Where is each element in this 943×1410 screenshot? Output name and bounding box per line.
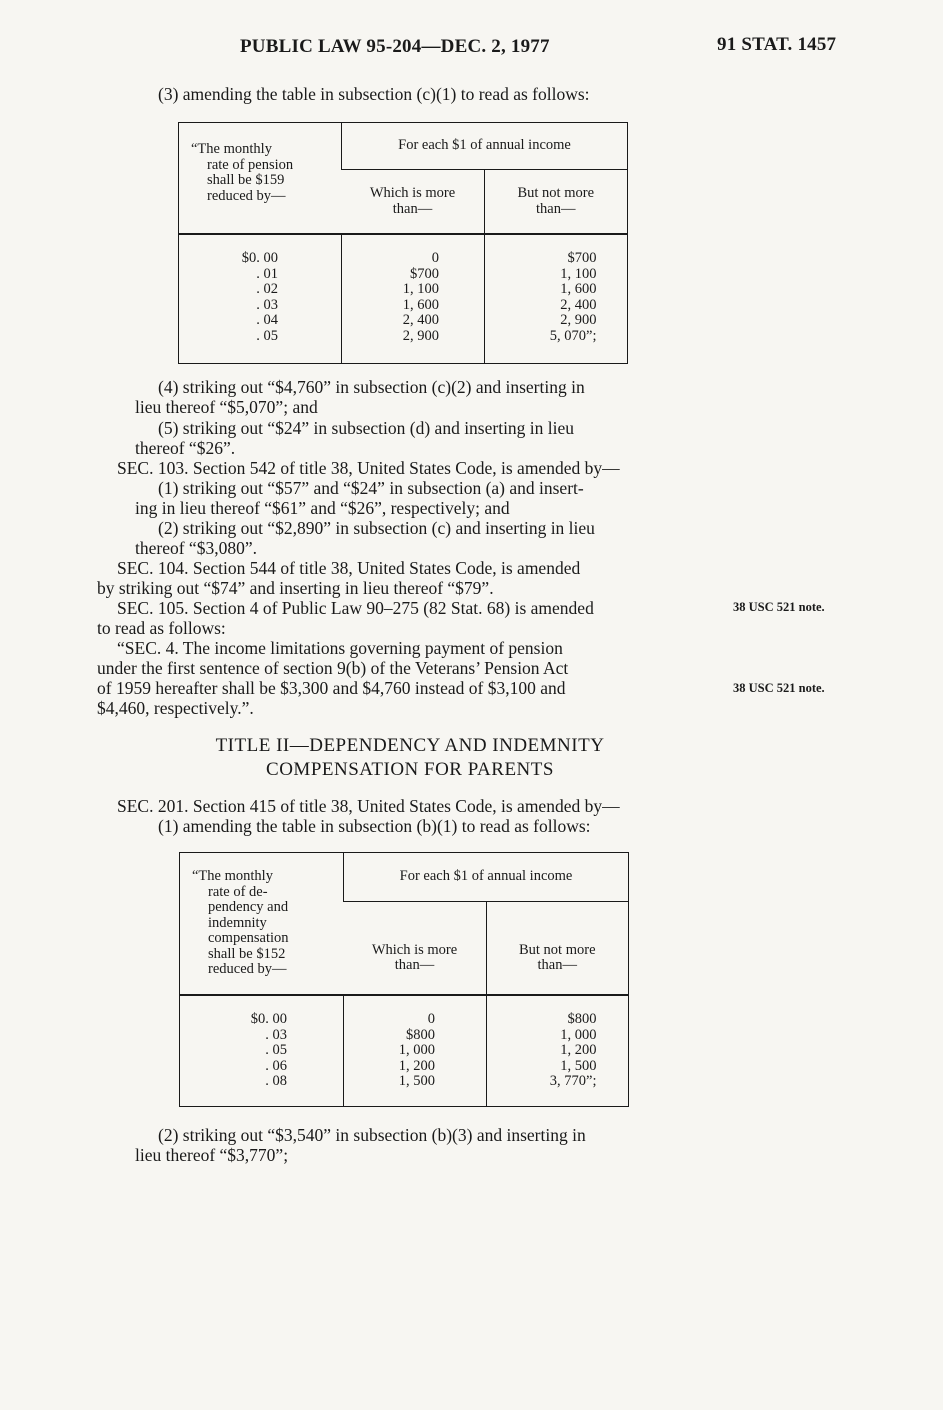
para-line: lieu thereof “$5,070”; and	[135, 397, 318, 417]
col-header-line: than—	[536, 200, 576, 217]
para-line: lieu thereof “$3,770”;	[135, 1145, 289, 1165]
reduction-column	[179, 234, 342, 364]
rate-header-cell	[180, 853, 344, 996]
reduction-value: . 03	[256, 296, 278, 313]
para-line: $4,460, respectively.”.	[97, 698, 254, 718]
reduction-value: . 05	[256, 327, 278, 344]
margin-note: 38 USC 521 note.	[733, 681, 825, 695]
more-than-value: 1, 000	[398, 1042, 435, 1058]
not-more-than-value: 3, 770”;	[549, 1073, 597, 1089]
para-line: to read as follows:	[97, 618, 226, 638]
not-more-than-column	[486, 995, 629, 1107]
more-than-value: 0	[431, 250, 439, 266]
more-than-value: 1, 600	[402, 296, 439, 313]
para-line: under the first sentence of section 9(b) of the Veterans’ Pension Act	[97, 658, 569, 678]
col-notmore-header	[486, 902, 629, 996]
reduction-value: $0. 00	[250, 1011, 287, 1027]
not-more-than-value: 1, 000	[560, 1026, 597, 1043]
col-header-line: than—	[392, 200, 433, 217]
not-more-than-value: 5, 070”;	[549, 327, 597, 344]
para-line: thereof “$26”.	[135, 438, 236, 458]
col-header-line: But not more	[518, 941, 596, 958]
more-than-value: 2, 400	[402, 312, 439, 328]
header-line: shall be $152	[208, 945, 286, 962]
more-than-value: 1, 200	[398, 1057, 435, 1074]
reduction-value: . 04	[256, 312, 278, 328]
reduction-value: . 06	[265, 1057, 287, 1074]
not-more-than-value: 1, 600	[560, 281, 597, 297]
not-more-than-value: 1, 100	[560, 265, 597, 282]
reduction-column	[180, 995, 344, 1107]
dic-rate-table	[179, 852, 629, 1107]
more-than-value: $800	[406, 1026, 435, 1043]
not-more-than-value: 2, 400	[560, 296, 597, 313]
para-line: of 1959 hereafter shall be $3,300 and $4,760 instead of $3,100 and	[97, 678, 566, 698]
para-line: by striking out “$74” and inserting in lieu thereof “$79”.	[97, 578, 494, 598]
more-than-value: 1, 100	[402, 281, 439, 297]
margin-note: 38 USC 521 note.	[733, 600, 825, 614]
group-header: For each $1 of annual income	[399, 868, 573, 885]
para-line: “SEC. 4. The income limitations governing payment of pension	[117, 638, 563, 658]
para-line: (1) striking out “$57” and “$24” in subsection (a) and insert-	[158, 478, 584, 498]
para-line: (4) striking out “$4,760” in subsection (c)(2) and inserting in	[158, 377, 585, 397]
header-line: rate of pension	[207, 156, 294, 173]
header-line: reduced by—	[207, 187, 286, 204]
para-line: (1) amending the table in subsection (b)(1) to read as follows:	[158, 816, 591, 836]
col-header-line: But not more	[517, 185, 595, 202]
not-more-than-value: $800	[567, 1011, 597, 1027]
para-line: (5) striking out “$24” in subsection (d) and inserting in lieu	[158, 418, 575, 438]
col-more-header	[344, 902, 487, 996]
header-line: “The monthly	[192, 868, 273, 884]
header-line: indemnity	[208, 914, 267, 931]
header-line: “The monthly	[191, 141, 272, 157]
not-more-than-column	[484, 234, 628, 364]
not-more-than-value: $700	[567, 250, 597, 266]
rate-header-cell	[179, 123, 342, 235]
para-line: (2) striking out “$2,890” in subsection (c) and inserting in lieu	[158, 518, 595, 538]
col-header-line: than—	[537, 957, 577, 973]
col-header-line: than—	[394, 957, 435, 973]
para-line: SEC. 105. Section 4 of Public Law 90–275 (82 Stat. 68) is amended	[117, 598, 594, 618]
not-more-than-value: 2, 900	[560, 312, 597, 328]
amendment-intro: (3) amending the table in subsection (c)(1) to read as follows:	[158, 84, 590, 104]
more-than-value: $700	[410, 265, 439, 282]
reduction-value: $0. 00	[241, 250, 278, 266]
para-line: thereof “$3,080”.	[135, 538, 257, 558]
header-line: pendency and	[208, 899, 289, 915]
col-notmore-header	[484, 170, 628, 234]
reduction-value: . 05	[265, 1042, 287, 1058]
group-header-cell	[342, 123, 628, 170]
not-more-than-value: 1, 200	[560, 1042, 597, 1058]
reduction-value: . 01	[256, 265, 278, 282]
para-line: SEC. 104. Section 544 of title 38, United States Code, is amended	[117, 558, 581, 578]
reduction-value: . 02	[256, 281, 278, 297]
para-line: ing in lieu thereof “$61” and “$26”, respectively; and	[135, 498, 510, 518]
reduction-value: . 03	[265, 1026, 287, 1043]
pension-rate-table	[178, 122, 628, 364]
more-than-column	[344, 995, 487, 1107]
para-line: SEC. 103. Section 542 of title 38, United States Code, is amended by—	[117, 458, 620, 478]
header-line: rate of de-	[208, 883, 268, 900]
more-than-value: 0	[427, 1011, 435, 1027]
more-than-column	[342, 234, 485, 364]
group-header-cell	[344, 853, 629, 902]
group-header: For each $1 of annual income	[398, 137, 571, 154]
title-heading-line: COMPENSATION FOR PARENTS	[266, 759, 554, 780]
col-header-line: Which is more	[369, 185, 456, 202]
header-line: shall be $159	[207, 172, 285, 188]
header-line: reduced by—	[208, 961, 287, 977]
header-line: compensation	[208, 930, 289, 946]
title-heading-line: TITLE II—DEPENDENCY AND INDEMNITY	[215, 735, 605, 756]
running-header-left: PUBLIC LAW 95-204—DEC. 2, 1977	[240, 36, 550, 57]
col-header-line: Which is more	[371, 941, 458, 958]
more-than-value: 1, 500	[398, 1073, 435, 1089]
not-more-than-value: 1, 500	[560, 1057, 597, 1074]
running-header-right: 91 STAT. 1457	[717, 34, 837, 55]
para-line: (2) striking out “$3,540” in subsection (b)(3) and inserting in	[158, 1125, 586, 1145]
more-than-value: 2, 900	[402, 327, 439, 344]
reduction-value: . 08	[265, 1073, 287, 1089]
col-more-header	[342, 170, 485, 234]
para-line: SEC. 201. Section 415 of title 38, United States Code, is amended by—	[117, 796, 620, 816]
